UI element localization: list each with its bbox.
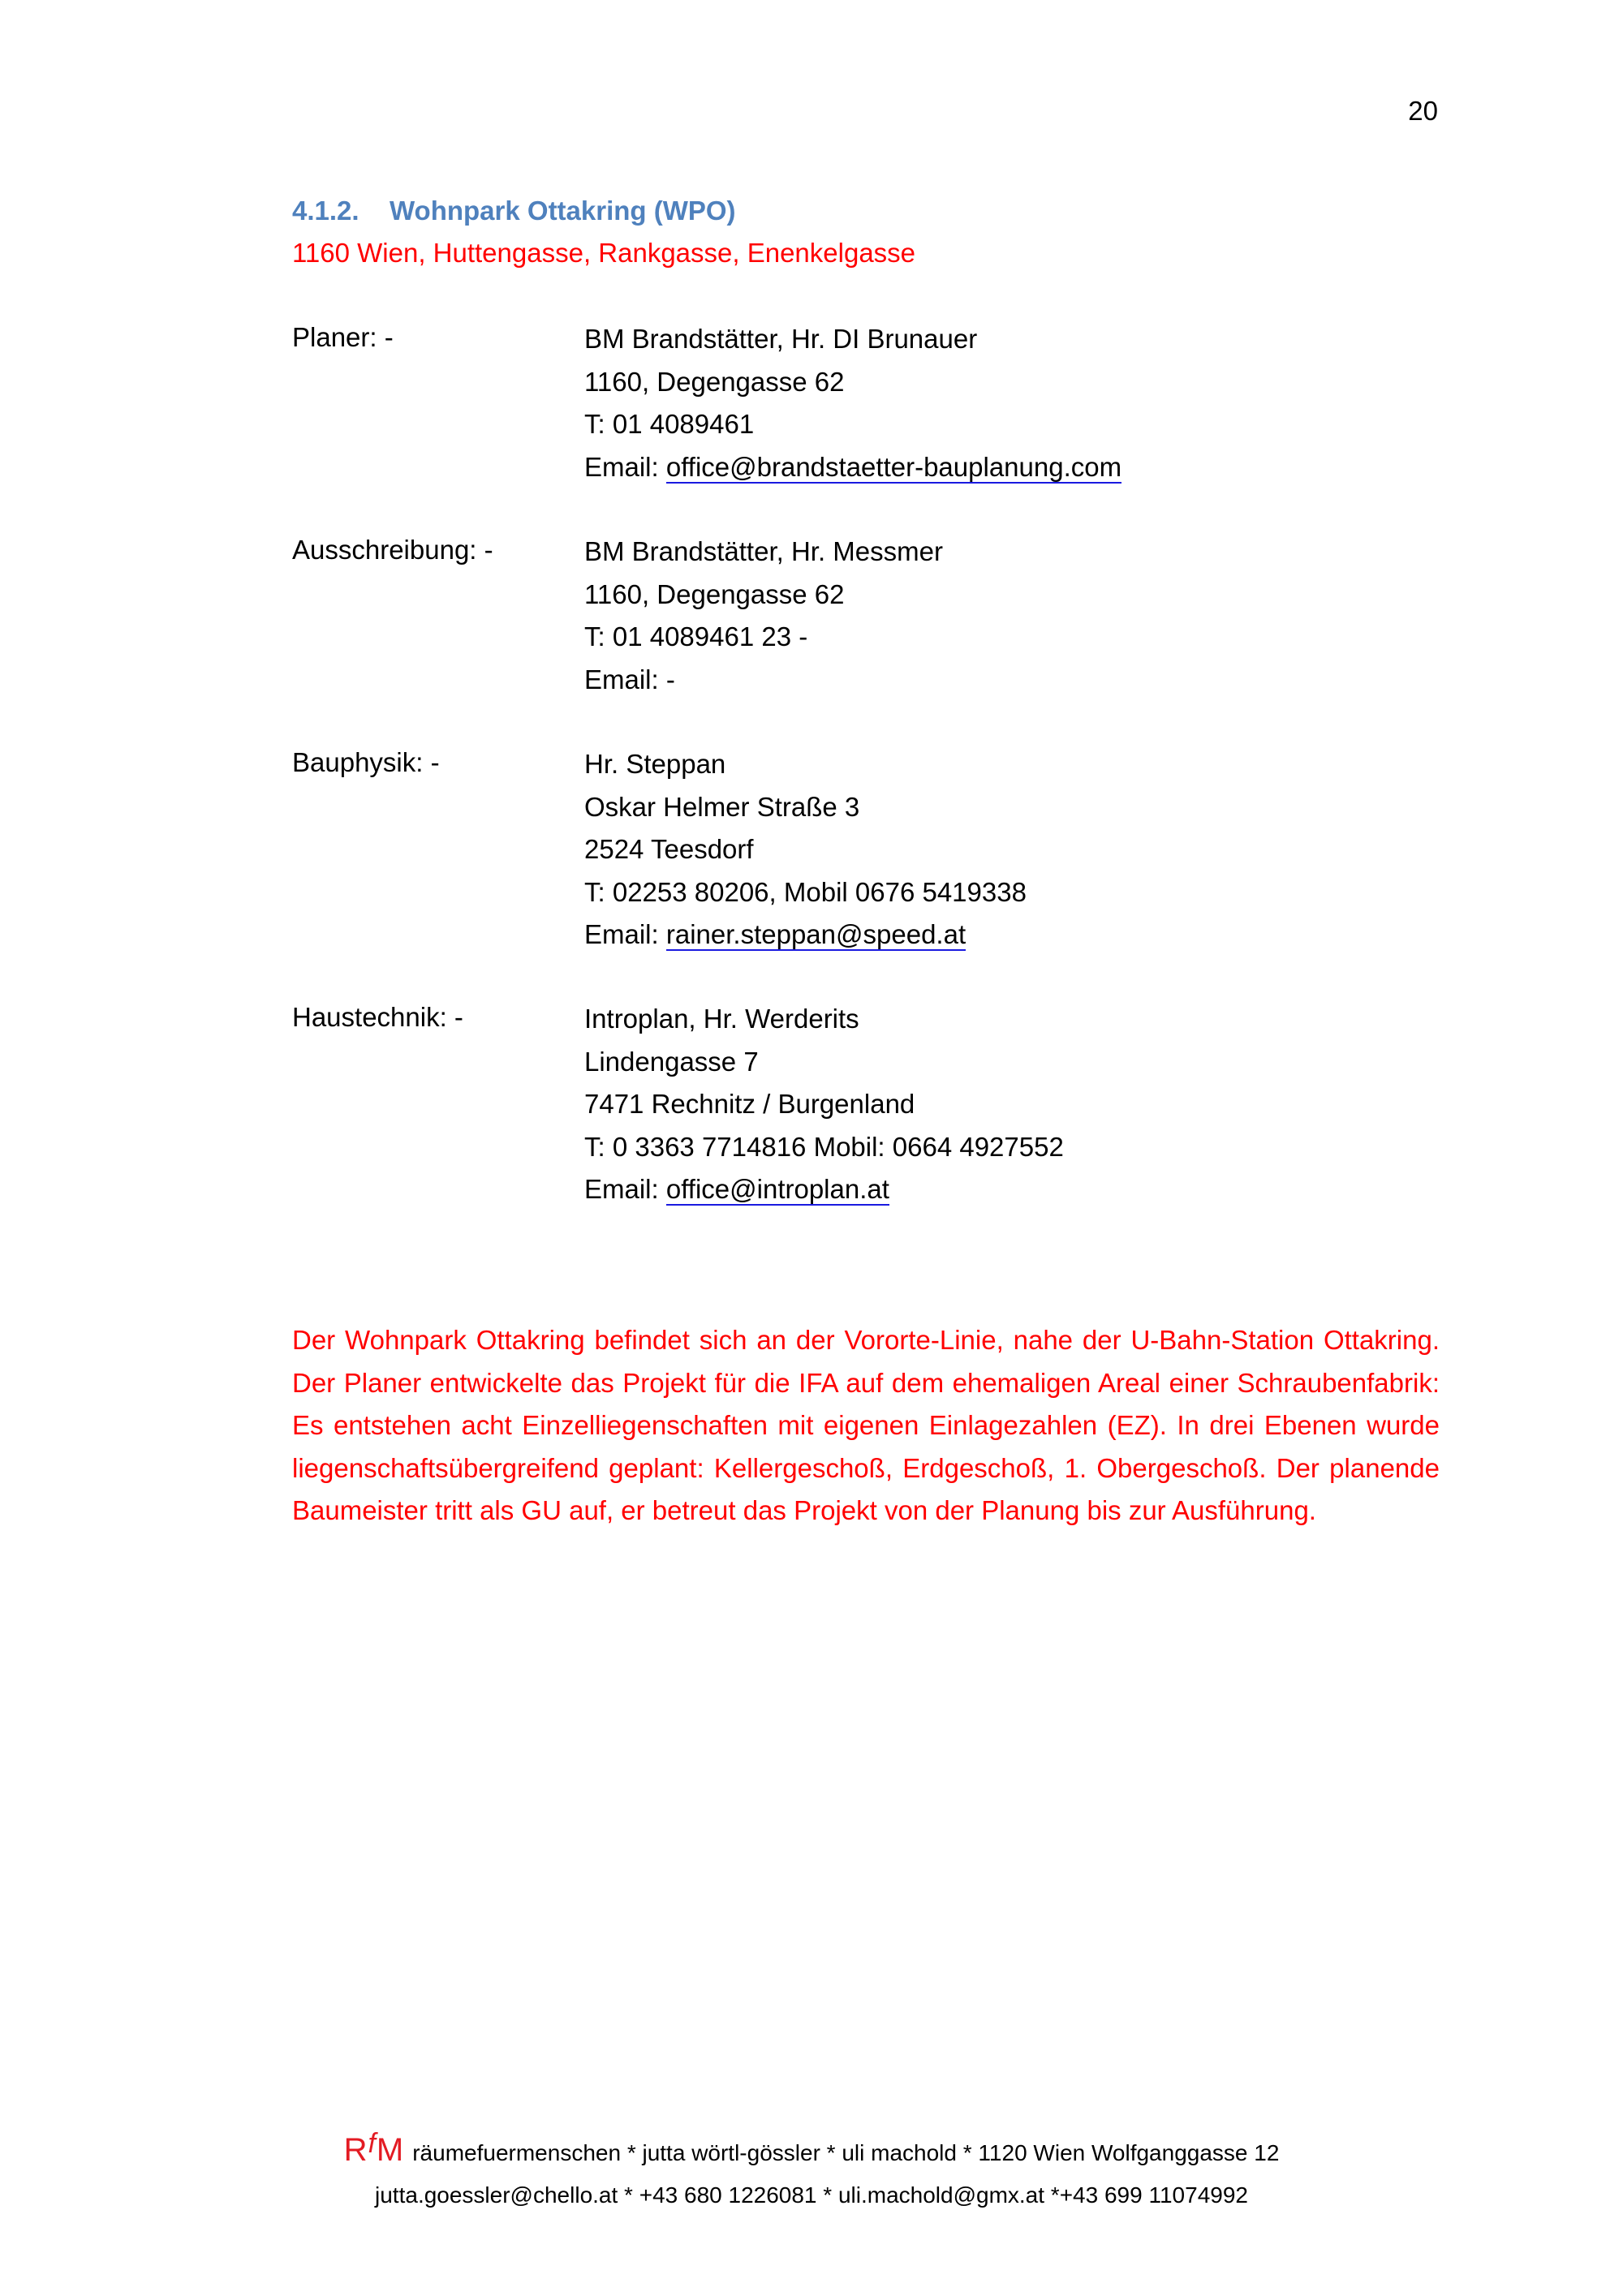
contact-line: T: 01 4089461 23 - [584,621,808,651]
contact-email-line [584,1172,1064,1215]
contact-details [584,322,1121,492]
contact-line: T: 0 3363 7714816 Mobil: 0664 4927552 [584,1131,1064,1162]
email-label: Email: [584,919,666,949]
contact-line: BM Brandstätter, Hr. Messmer [584,536,943,566]
logo-letter-f: f [368,2128,377,2159]
contact-line: Email: - [584,664,675,694]
email-link[interactable]: office@brandstaetter-bauplanung.com [665,451,1122,482]
contact-details [584,535,943,705]
email-label: Email: [584,1174,666,1204]
contact-email-line [584,918,1027,961]
contact-line: T: 01 4089461 [584,409,755,439]
contact-role: Bauphysik: - [292,747,440,777]
rfm-logo [343,2128,405,2168]
email-link[interactable]: office@introplan.at [665,1174,889,1204]
contact-details [584,747,1027,961]
logo-letter-r: R [343,2132,368,2168]
section-title: Wohnpark Ottakring (WPO) [390,196,736,226]
logo-letter-m: M [376,2132,405,2168]
contact-line: BM Brandstätter, Hr. DI Brunauer [584,324,978,354]
contact-line: 1160, Degengasse 62 [584,578,845,609]
contact-line: T: 02253 80206, Mobil 0676 5419338 [584,876,1027,907]
contact-line: Oskar Helmer Straße 3 [584,791,860,822]
contact-email-line [584,450,1121,493]
email-link[interactable]: rainer.steppan@speed.at [665,919,966,949]
page-number: 20 [1408,96,1438,126]
project-description: Der Wohnpark Ottakring befindet sich an der Vororte-Linie, nahe der U-Bahn-Station Ottakring. Der Planer entwickelte das Projekt für die IFA auf dem ehemaligen Areal einer Schraubenfabrik: Es entstehen acht Einzelliegenschaften mit eigenen Einlagezahlen (EZ). In drei Ebenen wurde liegenschaftsübergreifend geplant: Kellergeschoß, Erdgeschoß, 1. Obergeschoß. Der planende Baumeister tritt als GU auf, er betreut das Projekt von der Planung bis zur Ausführung. [292,1325,1440,1525]
contact-role: Planer: - [292,322,394,352]
contact-role: Haustechnik: - [292,1002,463,1032]
contact-line: Hr. Steppan [584,749,726,779]
section-heading [292,196,736,226]
email-label: Email: [584,451,666,482]
footer-line-2: jutta.goessler@chello.at * +43 680 1226081 * uli.machold@gmx.at *+43 699 11074992 [375,2182,1248,2208]
contact-line: Introplan, Hr. Werderits [584,1004,859,1034]
footer-address: räumefuermenschen * jutta wörtl-gössler * uli machold * 1120 Wien Wolfganggasse 12 [412,2140,1280,2165]
contact-line: 2524 Teesdorf [584,834,754,864]
section-address: 1160 Wien, Huttengasse, Rankgasse, Enenkelgasse [292,238,916,268]
contact-line: Lindengasse 7 [584,1046,759,1077]
footer-line-1 [0,2128,1623,2169]
contact-role: Ausschreibung: - [292,535,493,565]
contact-line: 1160, Degengasse 62 [584,366,845,397]
section-number: 4.1.2. [292,196,359,226]
contact-details [584,1002,1064,1215]
contact-line: 7471 Rechnitz / Burgenland [584,1089,915,1119]
